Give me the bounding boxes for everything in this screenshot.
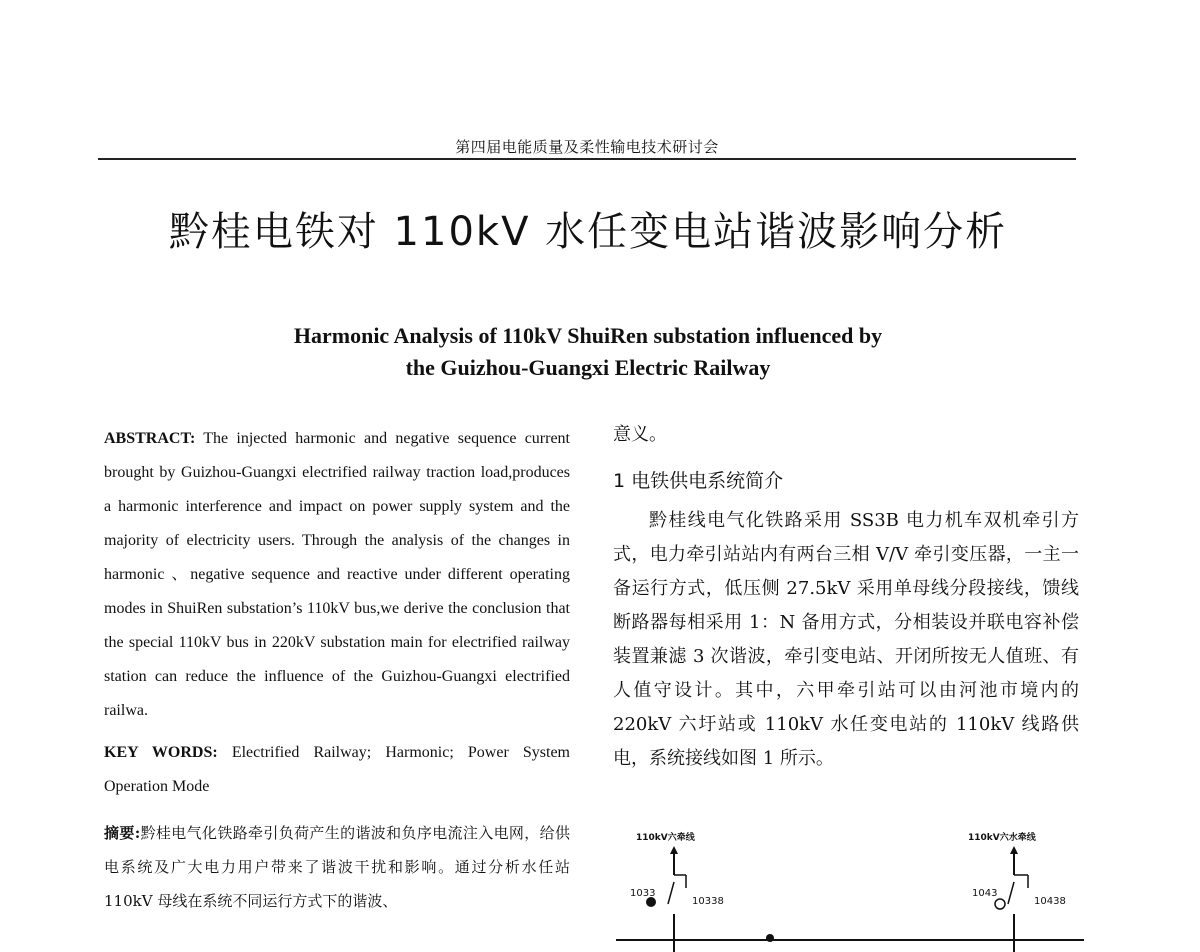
left-column <box>104 422 570 918</box>
left-switch-label: 10338 <box>692 896 724 907</box>
right-arrow-icon <box>1010 846 1018 854</box>
title-en-line2: the Guizhou-Guangxi Electric Railway <box>405 355 771 380</box>
keywords-text: Electrified Railway; Harmonic; Power System Operation Mode <box>104 744 571 795</box>
abstract-cn <box>104 816 570 918</box>
keywords-label: KEY WORDS: <box>104 744 218 761</box>
right-breaker-icon <box>995 899 1005 909</box>
left-breaker-label: 1033 <box>630 888 656 899</box>
title-en-line1: Harmonic Analysis of 110kV ShuiRen substation influenced by <box>293 323 883 348</box>
abstract-text: The injected harmonic and negative sequence current brought by Guizhou-Guangxi electrified railway traction load,produces a harmonic interference and impact on power supply system and the majority of electricity users. Through the analysis of the changes in harmonic 、negative sequence and reactive under different operating modes in ShuiRen substation’s 110kV bus,we derive the conclusion that the special 110kV bus in 220kV substation main for electrified railway station can reduce the influence of the Guizhou-Guangxi electrified railwa. <box>104 430 570 719</box>
figure-1-diagram <box>610 820 1090 952</box>
section-heading: 1 电铁供电系统简介 <box>613 470 784 492</box>
abstract-cn-text: 黔桂电气化铁路牵引负荷产生的谐波和负序电流注入电网，给供电系统及广大电力用户带来了谐波干扰和影响。通过分析水任站 110kV 母线在系统不同运行方式下的谐波、 <box>104 824 570 910</box>
abstract-cn-label: 摘要: <box>104 824 141 842</box>
left-disconnect <box>668 882 674 904</box>
right-line-label: 110kV六水牵线 <box>968 833 1036 843</box>
paper-title-cn: 黔桂电铁对 110kV 水任变电站谐波影响分析 <box>168 209 1008 255</box>
abstract-label: ABSTRACT: <box>104 430 196 447</box>
bus-node-icon <box>766 934 774 942</box>
right-column <box>613 418 1079 776</box>
abstract <box>104 422 570 728</box>
left-arrow-icon <box>670 846 678 854</box>
right-breaker-label: 1043 <box>972 888 998 899</box>
conference-header: 第四届电能质量及柔性输电技术研讨会 <box>455 138 719 156</box>
left-line-label: 110kV六牵线 <box>636 833 695 843</box>
section-paragraph: 黔桂线电气化铁路采用 SS3B 电力机车双机牵引方式，电力牵引站站内有两台三相 V/V 牵引变压器，一主一备运行方式，低压侧 27.5kV 采用单母线分段接线，馈线断路器每相采用 1：N 备用方式，分相装设并联电容补偿装置兼滤 3 次谐波，牵引变电站、开闭所按无人值班、有人值守设计。其中，六甲牵引站可以由河池市境内的 220kV 六圩站或 110kV 水任变电站的 110kV 线路供电，系统接线如图 1 所示。 <box>613 510 1079 769</box>
header-rule <box>98 158 1076 160</box>
continuation-text: 意义。 <box>613 424 667 445</box>
right-switch-label: 10438 <box>1034 896 1066 907</box>
keywords <box>104 736 570 804</box>
paper-title-en <box>0 320 1176 384</box>
right-disconnect <box>1008 882 1014 904</box>
